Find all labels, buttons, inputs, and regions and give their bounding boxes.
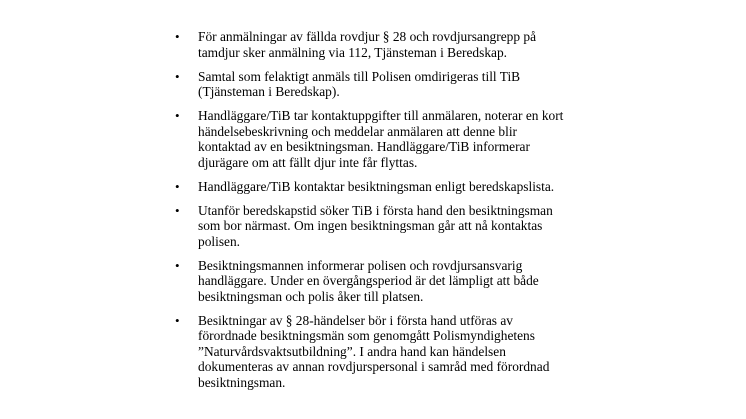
bullet-icon: • [175, 202, 180, 218]
list-item [174, 69, 614, 100]
list-item-text: För anmälningar av fällda rovdjur § 28 och rovdjursangrepp på tamdjur sker anmälning via 112, Tjänsteman i Beredskap. [198, 29, 537, 60]
list-item-text: Samtal som felaktigt anmäls till Polisen omdirigeras till TiB (Tjänsteman i Beredskap). [198, 68, 521, 99]
bullet-icon: • [175, 68, 180, 84]
list-item [174, 313, 614, 391]
list-item-text: Handläggare/TiB kontaktar besiktningsman enligt beredskapslista. [198, 178, 555, 194]
list-item [174, 203, 614, 250]
bullet-icon: • [175, 29, 180, 44]
list-item [174, 258, 614, 305]
bullet-icon: • [175, 178, 180, 194]
list-item-text: Utanför beredskapstid söker TiB i första hand den besiktningsman som bor närmast. Om ingen besiktningsman går att nå kontaktas polisen. [198, 202, 553, 249]
bullet-icon: • [175, 108, 180, 123]
procedure-bullet-list [174, 29, 614, 399]
bullet-icon: • [175, 312, 180, 328]
bullet-icon: • [175, 257, 180, 273]
list-item-text: Besiktningar av § 28-händelser bör i första hand utföras av förordnade besiktningsmän som genomgått Polismyndighetens ”Naturvårdsvaktsutbildning”. I andra hand kan händelsen dokumenteras av annan rovdjurspersonal i samråd med förordnad besiktningsman. [198, 312, 550, 390]
list-item [174, 29, 614, 60]
list-item [174, 108, 614, 170]
list-item-text: Besiktningsmannen informerar polisen och rovdjursansvarig handläggare. Under en övergångsperiod är det lämpligt att både besiktningsman och polis åker till platsen. [198, 257, 539, 304]
list-item [174, 179, 614, 195]
list-item-text: Handläggare/TiB tar kontaktuppgifter till anmälaren, noterar en kort händelsebeskrivning och meddelar anmälaren att denne blir kontaktad av en besiktningsman. Handläggare/TiB informerar djurägare om att fällt djur inte får flyttas. [198, 108, 564, 170]
